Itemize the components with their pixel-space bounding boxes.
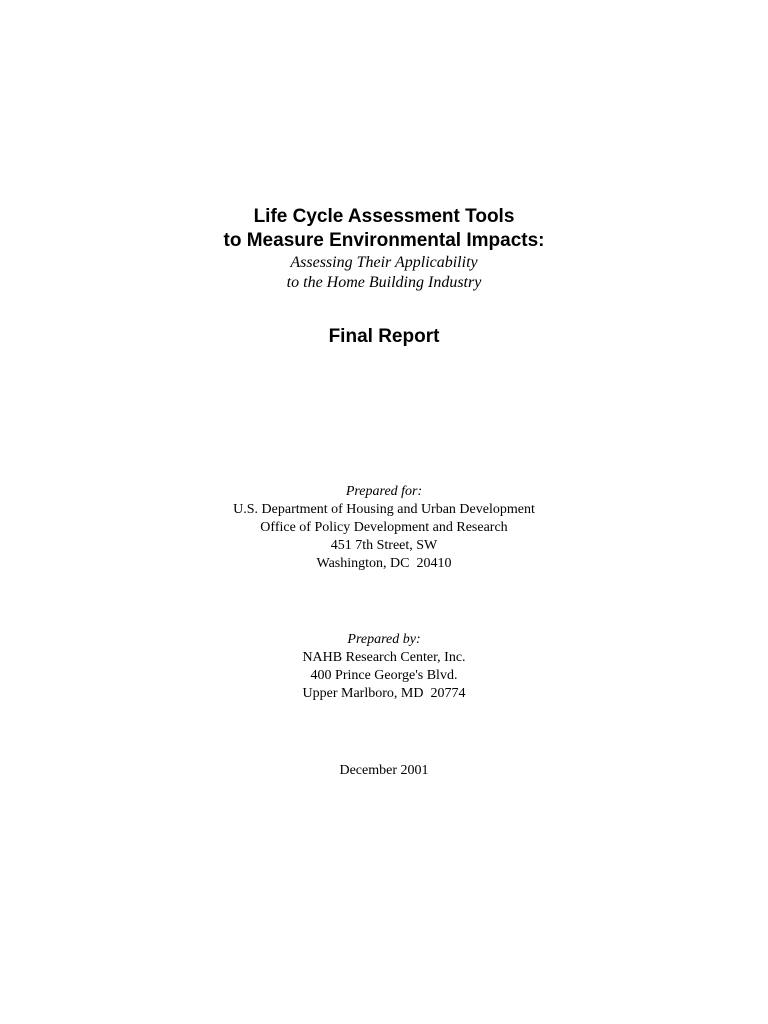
date-block (0, 762, 768, 780)
prepared-for-label: Prepared for: (345, 484, 423, 499)
prepared-by-organization: NAHB Research Center, Inc. (302, 650, 466, 665)
prepared-by-block (0, 631, 768, 703)
prepared-for-organization: U.S. Department of Housing and Urban Development (233, 502, 535, 517)
document-subtitle-line-1: Assessing Their Applicability (290, 254, 478, 271)
report-date: December 2001 (339, 763, 429, 778)
prepared-for-city: Washington, DC 20410 (316, 556, 452, 571)
prepared-for-office: Office of Policy Development and Research (260, 520, 508, 535)
prepared-by-city: Upper Marlboro, MD 20774 (302, 686, 466, 701)
document-subtitle-line-2: to the Home Building Industry (286, 274, 482, 291)
report-type: Final Report (328, 326, 440, 347)
prepared-by-street: 400 Prince George's Blvd. (310, 668, 458, 683)
report-type-block (0, 325, 768, 349)
prepared-for-block (0, 483, 768, 573)
prepared-for-street: 451 7th Street, SW (330, 538, 438, 553)
title-block (0, 205, 768, 293)
prepared-by-label: Prepared by: (347, 632, 421, 647)
document-title-line-1: Life Cycle Assessment Tools (253, 206, 515, 227)
document-title-line-2: to Measure Environmental Impacts: (223, 230, 545, 251)
